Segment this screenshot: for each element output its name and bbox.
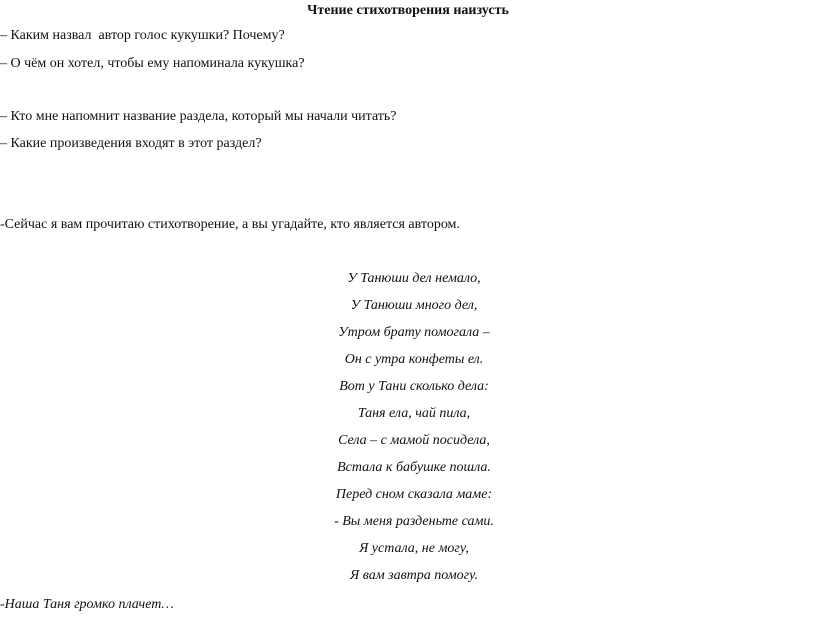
- question-line: – Кто мне напомнит название раздела, который мы начали читать?: [0, 109, 397, 124]
- poem: [0, 270, 816, 594]
- question-line: – О чём он хотел, чтобы ему напоминала кукушка?: [0, 56, 305, 71]
- poem-line: Села – с мамой посидела,: [338, 433, 490, 448]
- intro-line: -Сейчас я вам прочитаю стихотворение, а вы угадайте, кто является автором.: [0, 217, 460, 232]
- question-line: – Каким назвал автор голос кукушки? Почему?: [0, 28, 285, 43]
- poem-line: Я устала, не могу,: [359, 541, 469, 556]
- poem-line: Перед сном сказала маме:: [335, 487, 493, 502]
- closing-line: -Наша Таня громко плачет…: [0, 597, 174, 612]
- poem-line: Утром брату помогала –: [338, 325, 490, 340]
- poem-line: - Вы меня разденьте сами.: [334, 514, 494, 529]
- poem-line: Он с утра конфеты ел.: [344, 352, 484, 367]
- poem-line: У Танюши дел немало,: [347, 271, 481, 286]
- document-title: Чтение стихотворения наизусть: [307, 3, 509, 18]
- question-line: – Какие произведения входят в этот раздел?: [0, 136, 262, 151]
- poem-line: Вот у Тани сколько дела:: [339, 379, 489, 394]
- poem-line: Таня ела, чай пила,: [357, 406, 471, 421]
- poem-line: Я вам завтра помогу.: [350, 568, 478, 583]
- poem-line: Встала к бабушке пошла.: [337, 460, 491, 475]
- poem-line: У Танюши много дел,: [350, 298, 478, 313]
